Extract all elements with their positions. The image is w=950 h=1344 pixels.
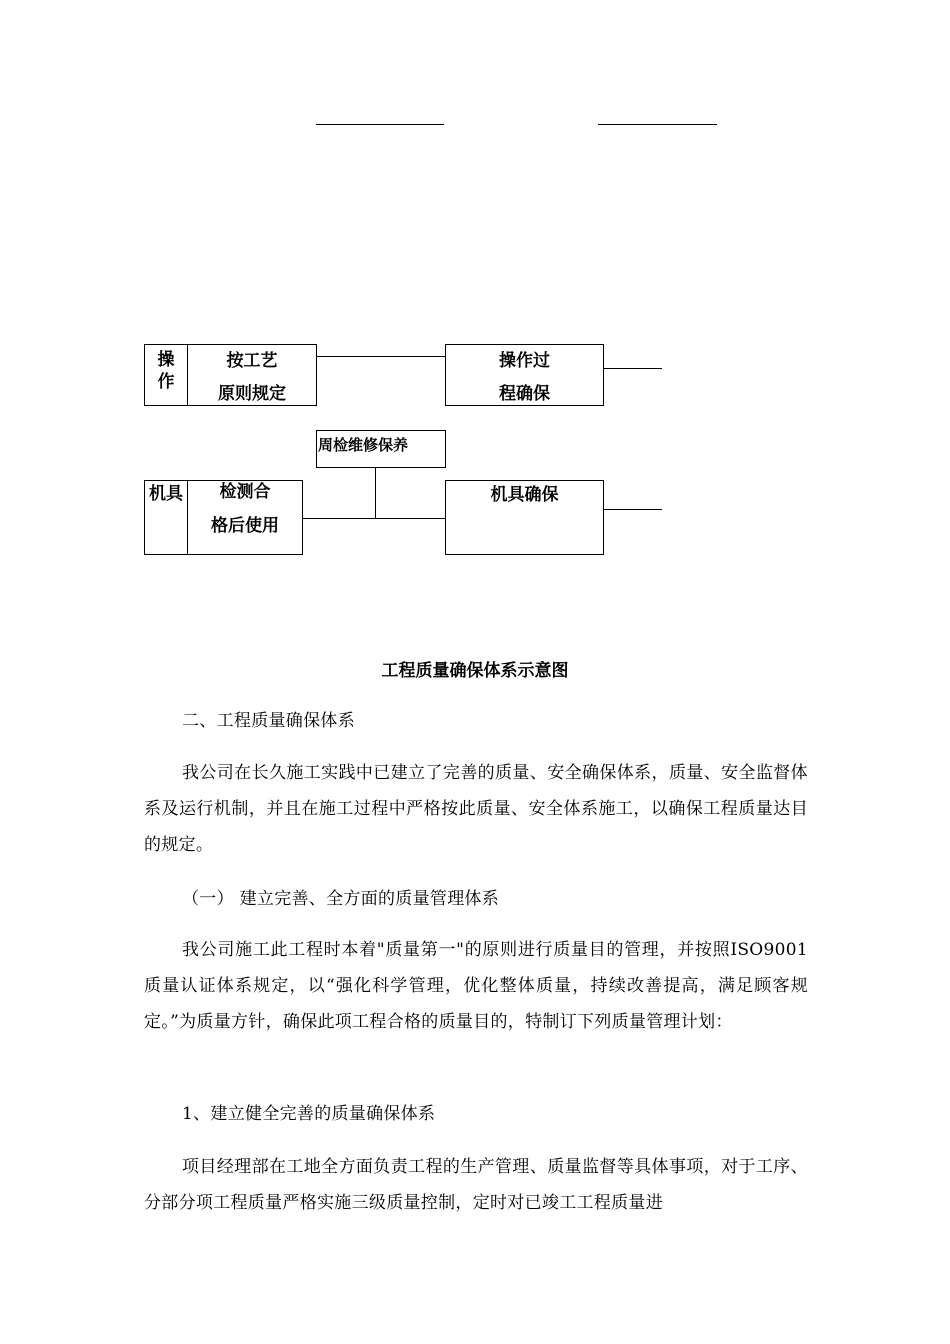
section-heading: 二、工程质量确保体系 [182,711,355,731]
subsection-heading: （一） 建立完善、全方面的质量管理体系 [182,889,500,909]
maintenance-text: 周检维修保养 [318,436,409,454]
connector-machinery-out [604,509,662,510]
paragraph-2: 我公司施工此工程时本着"质量第一"的原则进行质量目的管理，并按照ISO9001 质量认证体系规定，以“强化科学管理，优化整体质量，持续改善提高，满足顾客规定。”为质量方针，确保此项工程合格的质量目的，特制订下列质量管理计划： [144,940,808,1032]
item-heading: 1、建立健全完善的质量确保体系 [182,1104,436,1124]
figure-caption: 工程质量确保体系示意图 [381,661,569,681]
machinery-label: 机具 [149,484,183,504]
machinery-method-text: 检测合 格后使用 [211,482,279,536]
operation-ensure-text: 操作过 程确保 [499,351,550,404]
operation-ensure-box [445,344,604,406]
maintenance-box [316,430,446,468]
top-rule-left [316,124,444,125]
operation-method-text: 按工艺 原则规定 [218,351,286,404]
operation-label: 操 作 [157,350,175,392]
paragraph-3: 项目经理部在工地全方面负责工程的生产管理、质量监督等具体事项，对于工序、分部分项工程质量严格实施三级质量控制，定时对已竣工工程质量进 [144,1157,808,1213]
connector-operation-out [604,368,662,369]
connector-machinery [303,518,445,519]
machinery-ensure-box [445,480,604,555]
operation-method-box [187,344,317,406]
top-rule-right [598,124,717,125]
machinery-label-box [144,480,188,555]
operation-label-box [144,344,188,406]
connector-maintenance [375,468,376,518]
machinery-ensure-text: 机具确保 [490,485,559,505]
paragraph-1: 我公司在长久施工实践中已建立了完善的质量、安全确保体系，质量、安全监督体系及运行机制，并且在施工过程中严格按此质量、安全体系施工，以确保工程质量达目的规定。 [144,763,808,855]
machinery-method-box [187,480,303,555]
connector-operation [317,356,445,357]
